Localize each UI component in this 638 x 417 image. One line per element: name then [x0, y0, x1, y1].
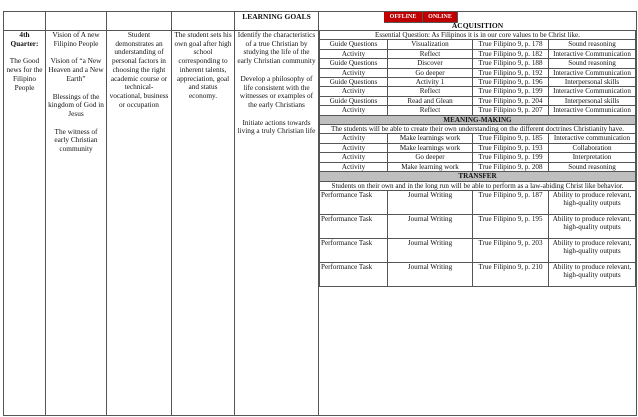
table-row: [320, 96, 636, 105]
row-type: Activity: [320, 153, 388, 162]
row-reference: True Filipino 9, p. 199: [473, 87, 549, 96]
transfer-title: TRANSFER: [320, 172, 636, 181]
row-type: Performance Task: [320, 214, 388, 238]
row-type: Performance Task: [320, 262, 388, 286]
acquisition-title: ACQUISITION: [451, 21, 504, 30]
row-activity: Discover: [388, 59, 473, 68]
table-row: [320, 190, 636, 214]
performance-standard-cell: [172, 31, 235, 416]
row-activity: Make learnings work: [388, 134, 473, 143]
meaning-making-title: MEANING-MAKING: [320, 115, 636, 124]
row-skill: Ability to produce relevant, high-quality outputs: [549, 238, 636, 262]
row-activity: Read and Glean: [388, 96, 473, 105]
learning-goal-item: Develop a philosophy of life consistent with the witnesses or examples of the early Christians: [239, 73, 314, 109]
row-type: Activity: [320, 106, 388, 115]
row-reference: True Filipino 9, p. 182: [473, 49, 549, 58]
quarter-text: The Good news for the Filipino People: [6, 56, 43, 92]
content-item: Vision of “a New Heaven and a New Earth”: [48, 56, 104, 83]
row-skill: Interactive communication: [549, 134, 636, 143]
table-row: [320, 106, 636, 115]
learning-goal-item: Identify the characteristics of a true Christian by studying the life of the early Christian community: [237, 30, 316, 66]
row-type: Activity: [320, 134, 388, 143]
row-type: Guide Questions: [320, 40, 388, 49]
row-reference: True Filipino 9, p. 208: [473, 162, 549, 171]
row-type: Activity: [320, 143, 388, 152]
row-reference: True Filipino 9, p. 192: [473, 68, 549, 77]
row-skill: Interactive Communication: [549, 106, 636, 115]
row-type: Activity: [320, 49, 388, 58]
row-skill: Interpersonal skills: [549, 96, 636, 105]
row-activity: Make learning work: [388, 162, 473, 171]
essential-question: Essential Question: As Filipinos it is in our core values to be Christ like.: [320, 31, 636, 40]
table-row: [320, 49, 636, 58]
table-row: [320, 78, 636, 87]
table-row: [320, 68, 636, 77]
row-skill: Collaboration: [549, 143, 636, 152]
row-type: Activity: [320, 162, 388, 171]
content-item: Blessings of the kingdom of God in Jesus: [48, 91, 104, 118]
table-row: [320, 143, 636, 152]
activity-table: [319, 30, 636, 287]
curriculum-map-table: [3, 11, 637, 416]
row-type: Guide Questions: [320, 59, 388, 68]
header-cell-content-standard: [107, 12, 172, 31]
acquisition-panel: [319, 12, 637, 416]
row-skill: Interactive Communication: [549, 87, 636, 96]
row-reference: True Filipino 9, p. 185: [473, 134, 549, 143]
row-skill: Interactive Communication: [549, 49, 636, 58]
content-standard-text: Student demonstrates an understanding of personal factors in choosing the right academic course or technical-vocational, business or occupation: [109, 30, 169, 109]
content-standard-cell: [107, 31, 172, 416]
online-badge: ONLINE: [423, 12, 458, 23]
row-reference: True Filipino 9, p. 193: [473, 143, 549, 152]
transfer-statement: Students on their own and in the long run will be able to perform as a law-abiding Christ like behavior.: [320, 181, 636, 190]
row-activity: Journal Writing: [388, 262, 473, 286]
row-skill: Ability to produce relevant, high-quality outputs: [549, 214, 636, 238]
table-row: [320, 40, 636, 49]
row-reference: True Filipino 9, p. 199: [473, 153, 549, 162]
quarter-cell: [4, 31, 46, 416]
learning-goal-item: Initiate actions towards living a truly Christian life: [237, 117, 316, 136]
row-type: Guide Questions: [320, 96, 388, 105]
row-activity: Reflect: [388, 106, 473, 115]
row-reference: True Filipino 9, p. 188: [473, 59, 549, 68]
learning-goals-cell: [235, 31, 319, 416]
row-reference: True Filipino 9, p. 195: [473, 214, 549, 238]
row-skill: Interpretation: [549, 153, 636, 162]
header-cell-content: [46, 12, 107, 31]
row-skill: Ability to produce relevant, high-quality outputs: [549, 262, 636, 286]
content-cell: [46, 31, 107, 416]
performance-standard-text: The student sets his own goal after high school corresponding to inherent talents, appreciation, goal and status economy.: [174, 30, 232, 100]
table-row: [320, 162, 636, 171]
header-cell-learning-goals: [235, 12, 319, 31]
quarter-label: 4th Quarter:: [10, 30, 39, 48]
header-cell-quarter: [4, 12, 46, 31]
row-skill: Interpersonal skills: [549, 78, 636, 87]
row-skill: Sound reasoning: [549, 40, 636, 49]
row-type: Activity: [320, 87, 388, 96]
row-type: Performance Task: [320, 190, 388, 214]
offline-badge: OFFLINE: [384, 12, 423, 23]
row-type: Performance Task: [320, 238, 388, 262]
row-activity: Visualization: [388, 40, 473, 49]
table-row: [320, 59, 636, 68]
content-item: The witness of early Christian community: [54, 126, 98, 154]
row-reference: True Filipino 9, p. 178: [473, 40, 549, 49]
row-reference: True Filipino 9, p. 210: [473, 262, 549, 286]
row-reference: True Filipino 9, p. 203: [473, 238, 549, 262]
header-cell-performance-standard: [172, 12, 235, 31]
content-item: Vision of A new Filipino People: [52, 30, 100, 48]
row-activity: Reflect: [388, 49, 473, 58]
row-type: Activity: [320, 68, 388, 77]
row-activity: Go deeper: [388, 68, 473, 77]
row-activity: Journal Writing: [388, 214, 473, 238]
row-skill: Interactive Communication: [549, 68, 636, 77]
row-reference: True Filipino 9, p. 207: [473, 106, 549, 115]
meaning-making-statement: The students will be able to create their own understanding on the different doctrines Christianity have.: [320, 125, 636, 134]
row-activity: Journal Writing: [388, 190, 473, 214]
row-reference: True Filipino 9, p. 196: [473, 78, 549, 87]
row-type: Guide Questions: [320, 78, 388, 87]
row-skill: Sound reasoning: [549, 162, 636, 171]
table-row: [320, 214, 636, 238]
row-skill: Sound reasoning: [549, 59, 636, 68]
table-row: [320, 134, 636, 143]
table-row: [320, 87, 636, 96]
row-reference: True Filipino 9, p. 204: [473, 96, 549, 105]
row-reference: True Filipino 9, p. 187: [473, 190, 549, 214]
table-row: [320, 262, 636, 286]
row-activity: Activity 1: [388, 78, 473, 87]
table-row: [320, 238, 636, 262]
learning-goals-title: LEARNING GOALS: [242, 12, 311, 21]
row-activity: Go deeper: [388, 153, 473, 162]
row-activity: Reflect: [388, 87, 473, 96]
row-skill: Ability to produce relevant, high-quality outputs: [549, 190, 636, 214]
row-activity: Journal Writing: [388, 238, 473, 262]
table-row: [320, 153, 636, 162]
row-activity: Make learnings work: [388, 143, 473, 152]
